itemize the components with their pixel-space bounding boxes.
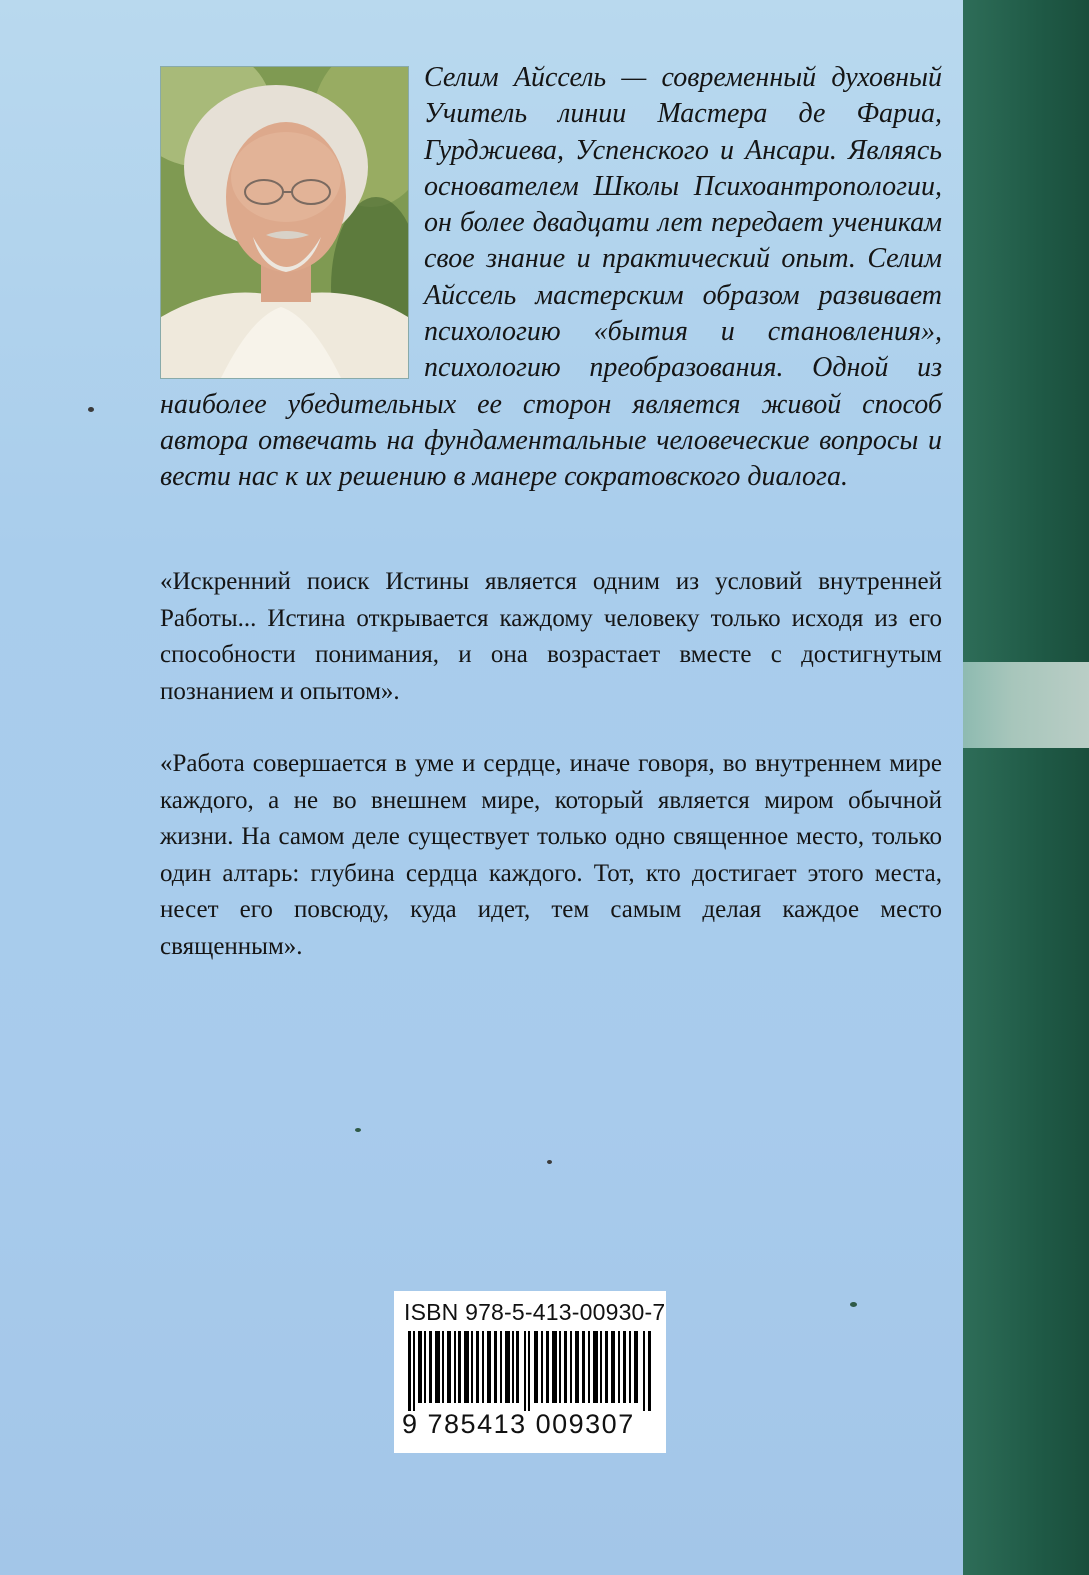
author-bio: [160, 60, 942, 496]
speck: [355, 1128, 361, 1132]
quote-1: «Искренний поиск Истины является одним из условий внутренней Работы... Истина открывается каждому человеку только исходя из его способности понимания, и она возрастает вместе с достигнутым познанием и опытом».: [160, 568, 942, 705]
barcode-number: 9 785413 009307: [402, 1409, 635, 1439]
isbn-barcode-block: [394, 1291, 666, 1453]
speck: [88, 407, 94, 412]
spine-light-band: [963, 662, 1089, 748]
author-bio-text: Селим Айссель — современный духовный Учитель линии Мастера де Фариа, Гурджиева, Успенского и Ансари. Являясь основателем Школы Психоантропологии, он более двадцати лет передает ученикам свое знание и практический опыт. Селим Айссель мастерским образом развивает психологию «бытия и становления», психологию преобразования. Одной из наиболее убедительных ее сторон является живой способ автора отвечать на фундаментальные человеческие вопросы и вести нас к их решению в манере сократовского диалога.: [160, 62, 942, 493]
isbn-label: ISBN 978-5-413-00930-7: [404, 1299, 666, 1325]
quote-2: «Работа совершается в уме и сердце, иначе говоря, во внутреннем мире каждого, а не во внешнем мире, который является миром обычной жизни. На самом деле существует только одно священное место, только один алтарь: глубина сердца каждого. Тот, кто достигает этого места, несет его повсюду, куда идет, тем самым делая каждое место священным».: [160, 750, 942, 960]
speck: [850, 1302, 857, 1307]
barcode-icon: [408, 1331, 652, 1411]
speck: [547, 1160, 552, 1164]
book-spine: [963, 0, 1089, 1575]
